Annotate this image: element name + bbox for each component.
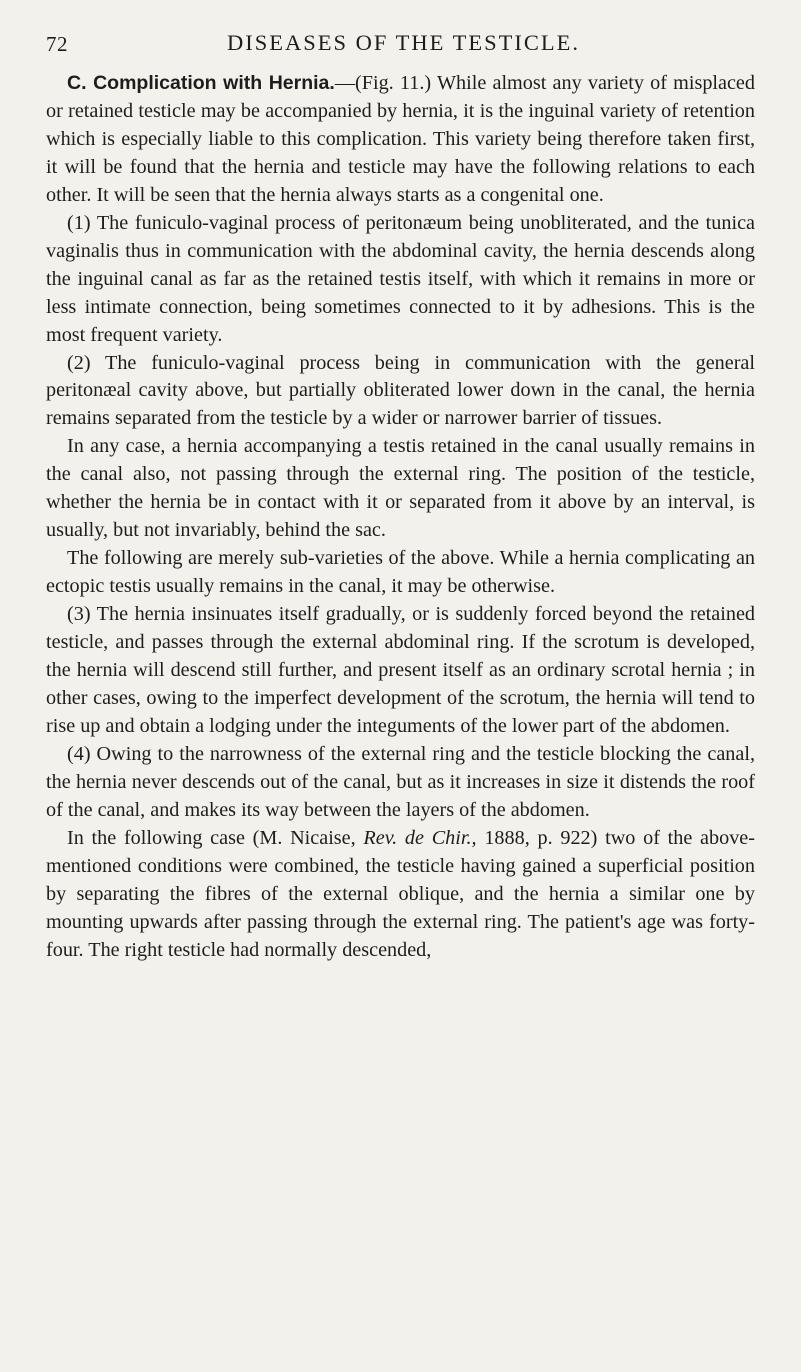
paragraph-1-text: —(Fig. 11.) While almost any variety of misplaced or retained testicle may be accompanied by hernia, it is the inguinal variety of retention which is especially liable to this complication. This variety being therefore taken first, it will be found that the hernia and testicle may have the following relations to each other. It will be seen that the hernia always starts as a congenital one.: [46, 72, 755, 206]
running-head: [46, 30, 755, 60]
paragraph-3: (2) The funiculo-vaginal process being in communication with the general peritonæal cavity above, but partially obliterated lower down in the canal, the hernia remains separated from the testicle by a wider or narrower barrier of tissues.: [46, 351, 755, 430]
paragraph-2: (1) The funiculo-vaginal process of peritonæum being unobliterated, and the tunica vaginalis thus in communication with the abdominal cavity, the hernia descends along the inguinal canal as far as the retained testis itself, with which it remains in more or less intimate connection, being sometimes connected to it by adhesions. This is the most frequent variety.: [46, 211, 755, 346]
paragraph-8: [46, 825, 755, 965]
journal-citation: Rev. de Chir.,: [363, 826, 477, 849]
paragraph-7: (4) Owing to the narrowness of the external ring and the testicle blocking the canal, the hernia never descends out of the canal, but as it increases in size it distends the roof of the canal, and makes its way between the layers of the abdomen.: [46, 742, 755, 821]
page-number: 72: [46, 32, 68, 56]
paragraph-8-text-end: 1888, p. 922) two of the above-mentioned conditions were combined, the testicle having gained a superficial position by separating the fibres of the external oblique, and the hernia a similar one by mounting upwards after passing through the external ring. The patient's age was forty-four. The right testicle had normally descended,: [46, 826, 755, 961]
paragraph-1: [46, 70, 755, 210]
paragraph-6: (3) The hernia insinuates itself gradually, or is suddenly forced beyond the retained testicle, and passes through the external abdominal ring. If the scrotum is developed, the hernia will descend still further, and present itself as an ordinary scrotal hernia ; in other cases, owing to the imperfect development of the scrotum, the hernia will tend to rise up and obtain a lodging under the integuments of the lower part of the abdomen.: [46, 603, 755, 737]
paragraph-8-text-start: In the following case (M. Nicaise,: [67, 826, 364, 849]
running-title: DISEASES OF THE TESTICLE.: [227, 30, 580, 55]
body-text: [46, 70, 755, 965]
paragraph-4: In any case, a hernia accompanying a testis retained in the canal usually remains in the canal also, not passing through the external ring. The position of the testicle, whether the hernia be in contact with it or separated from it above by an interval, is usually, but not invariably, behind the sac.: [46, 435, 755, 542]
section-heading: C. Complication with Hernia.: [67, 72, 335, 94]
paragraph-5: The following are merely sub-varieties of the above. While a hernia complicating an ectopic testis usually remains in the canal, it may be otherwise.: [46, 547, 755, 598]
